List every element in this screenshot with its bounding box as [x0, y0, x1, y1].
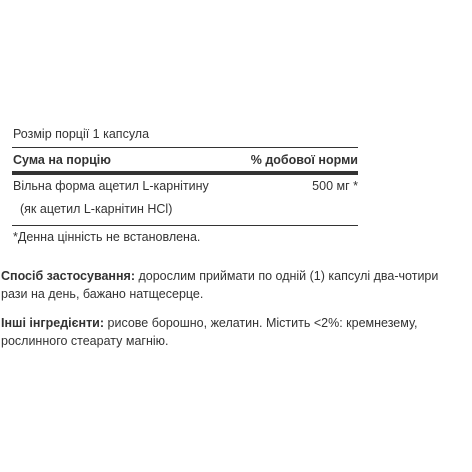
serving-size: Розмір порції 1 капсула — [13, 127, 150, 141]
other-ingredients-text: рисове борошно, желатин. Містить <2%: кремнезему, рослинного стеарату магнію. — [1, 316, 418, 348]
amount-per-serving-header: Сума на порцію — [13, 152, 111, 167]
table-header — [12, 148, 358, 171]
ingredient-name: Вільна форма ацетил L-карнітину — [13, 179, 209, 193]
ingredient-subname: (як ацетил L-карнітин HCl) — [20, 202, 173, 216]
table-row — [12, 197, 358, 221]
usage-text: дорослим приймати по одній (1) капсулі два-чотири рази на день, бажано натщесерце. — [1, 269, 439, 301]
supplement-facts-table — [12, 124, 358, 248]
usage-paragraph — [1, 267, 463, 303]
daily-value-header: % добової норми — [250, 152, 358, 167]
table-row — [12, 175, 358, 197]
other-ingredients-label: Інші інгредієнти: — [1, 316, 105, 330]
usage-label: Спосіб застосування: — [1, 269, 135, 283]
ingredient-amount: 500 мг * — [312, 179, 358, 193]
daily-value-footnote: *Денна цінність не встановлена. — [13, 230, 201, 244]
other-ingredients-paragraph — [1, 314, 463, 350]
